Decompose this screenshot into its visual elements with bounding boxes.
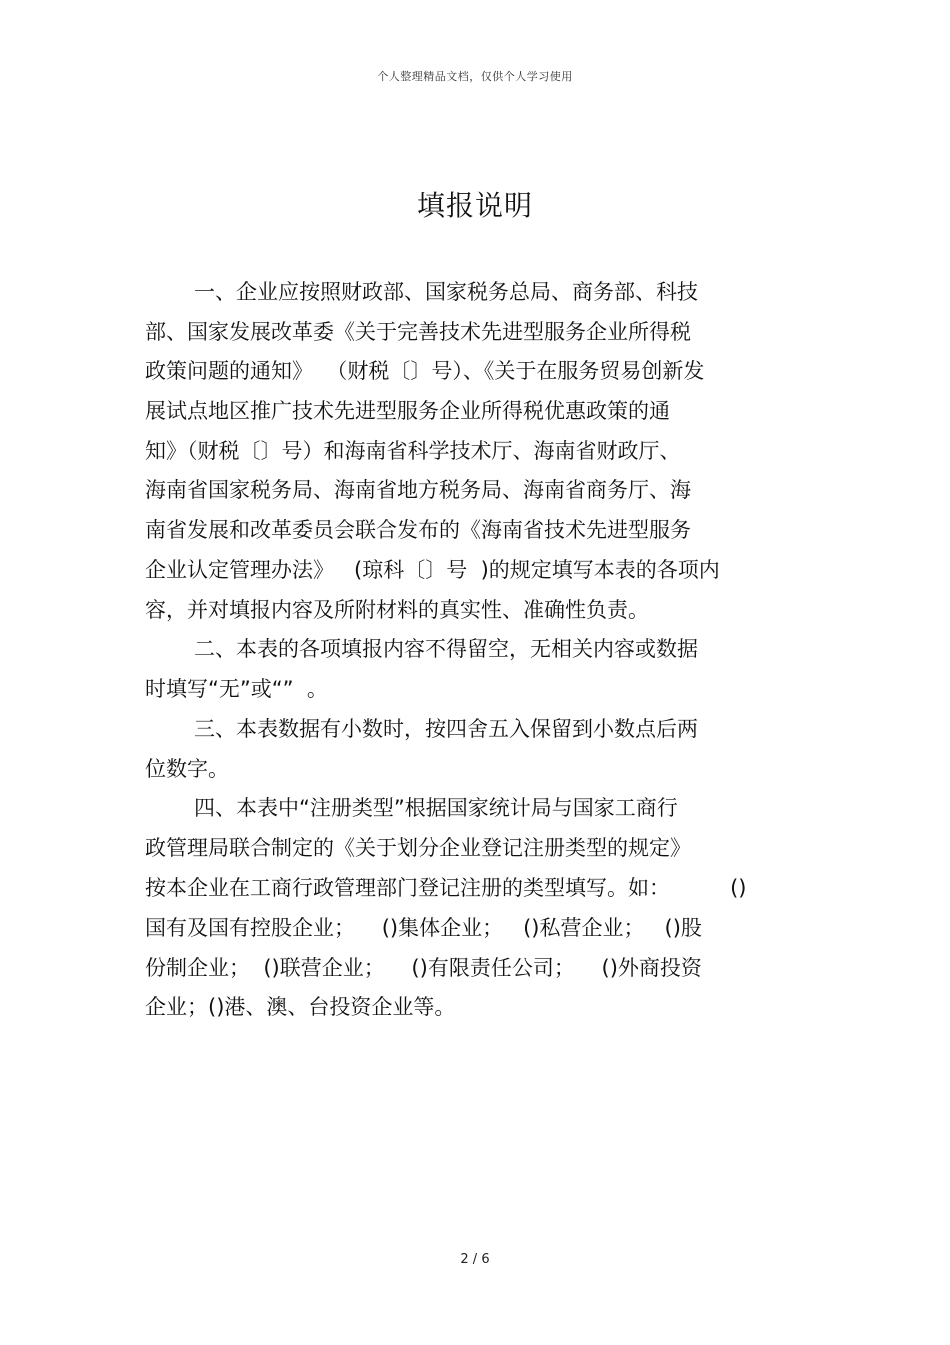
body-line-18: 份制企业； ()联营企业； ()有限责任公司； ()外商投资 xyxy=(145,956,702,980)
body-line-15: 政管理局联合制定的《关于划分企业登记注册类型的规定》 xyxy=(145,836,691,860)
body-line-14: 四、本表中“注册类型”根据国家统计局与国家工商行 xyxy=(194,796,678,820)
body-line-16: 按本企业在工商行政管理部门登记注册的类型填写。如： () xyxy=(145,876,747,900)
body-line-9: 容，并对填报内容及所附材料的真实性、准确性负责。 xyxy=(145,598,649,622)
body-line-10: 二、本表的各项填报内容不得留空，无相关内容或数据 xyxy=(194,637,698,661)
body-line-4: 展试点地区推广技术先进型服务企业所得税优惠政策的通 xyxy=(145,399,670,423)
body-line-2: 部、国家发展改革委《关于完善技术先进型服务企业所得税 xyxy=(145,320,691,344)
body-line-6: 海南省国家税务局、海南省地方税务局、海南省商务厅、海 xyxy=(145,478,691,502)
body-line-12: 三、本表数据有小数时，按四舍五入保留到小数点后两 xyxy=(194,717,698,741)
body-line-13: 位数字。 xyxy=(145,757,229,781)
document-title: 填报说明 xyxy=(416,189,533,222)
body-line-19: 企业；()港、澳、台投资企业等。 xyxy=(145,995,456,1019)
body-line-8: 企业认定管理办法》 (琼科〔〕号 )的规定填写本表的各项内 xyxy=(145,558,720,582)
body-line-3: 政策问题的通知》 （财税〔〕号）、《关于在服务贸易创新发 xyxy=(145,359,705,383)
body-line-5: 知》（财税〔〕号）和海南省科学技术厅、海南省财政厅、 xyxy=(145,439,681,463)
page-number: 2 / 6 xyxy=(460,1252,490,1267)
body-line-1: 一、企业应按照财政部、国家税务总局、商务部、科技 xyxy=(194,280,698,304)
body-line-11: 时填写“无”或“” 。 xyxy=(145,677,328,701)
body-line-17: 国有及国有控股企业； ()集体企业； ()私营企业； ()股 xyxy=(145,916,702,940)
page-header: 个人整理精品文档，仅供个人学习使用 xyxy=(377,70,573,83)
body-line-7: 南省发展和改革委员会联合发布的《海南省技术先进型服务 xyxy=(145,518,691,542)
